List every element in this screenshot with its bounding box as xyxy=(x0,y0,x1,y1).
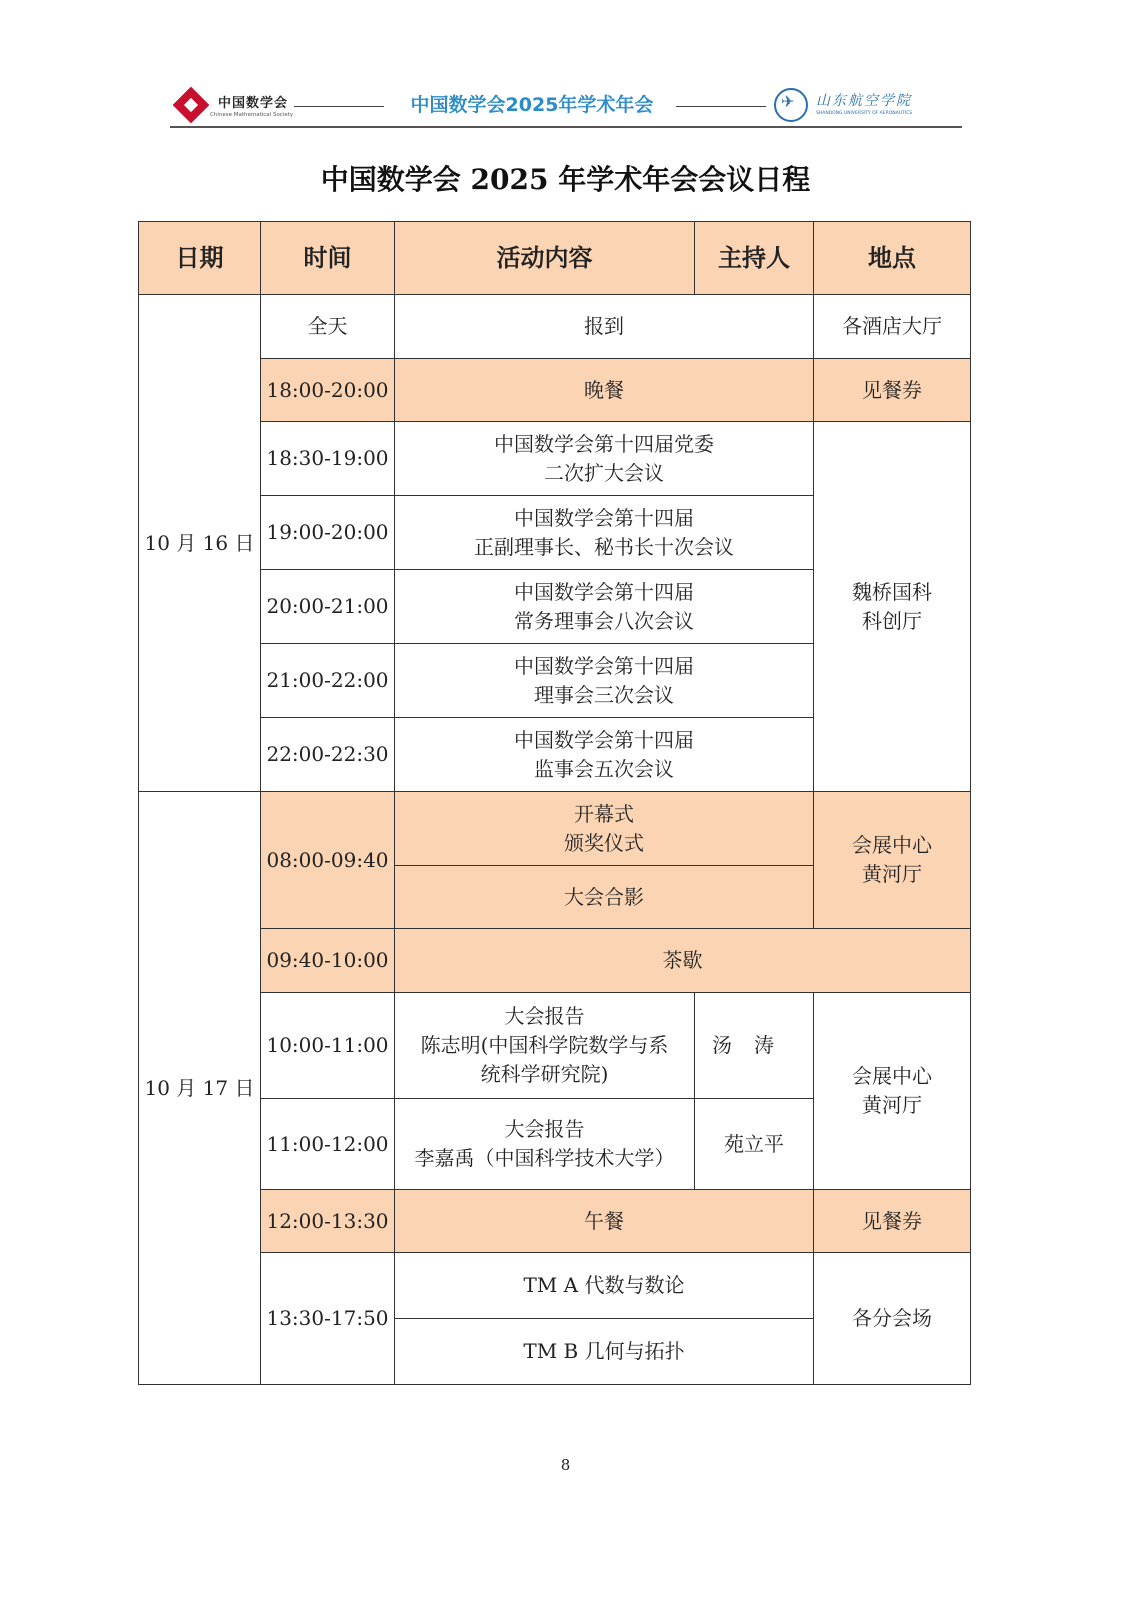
host-cell: 汤涛 xyxy=(695,993,814,1099)
header-rule xyxy=(170,126,962,128)
time-cell: 08:00-09:40 xyxy=(261,792,395,929)
activity-cell xyxy=(395,1099,695,1190)
location-cell: 各分会场 xyxy=(814,1253,971,1385)
location-line: 科创厅 xyxy=(862,608,922,633)
activity-cell xyxy=(395,570,814,644)
location-line: 魏桥国科 xyxy=(852,579,932,604)
university-logo-en: SHANDONG UNIVERSITY OF AERONAUTICS xyxy=(816,111,913,116)
location-cell: 见餐券 xyxy=(814,359,971,422)
time-cell: 20:00-21:00 xyxy=(261,570,395,644)
activity-line: 开幕式 xyxy=(574,801,634,826)
col-header-time: 时间 xyxy=(261,222,395,295)
activity-cell: 晚餐 xyxy=(395,359,814,422)
activity-cell xyxy=(395,993,695,1099)
time-cell: 18:30-19:00 xyxy=(261,422,395,496)
activity-line: 陈志明(中国科学院数学与系 xyxy=(420,1033,669,1057)
activity-cell: 午餐 xyxy=(395,1190,814,1253)
location-line: 黄河厅 xyxy=(862,1093,922,1117)
col-header-location: 地点 xyxy=(814,222,971,295)
host-cell: 苑立平 xyxy=(695,1099,814,1190)
location-cell: 各酒店大厅 xyxy=(814,295,971,359)
page-number: 8 xyxy=(560,1456,571,1474)
activity-line: 颁奖仪式 xyxy=(564,830,644,855)
location-cell xyxy=(814,993,971,1190)
university-logo-cn: 山东航空学院 xyxy=(816,93,912,109)
location-line: 黄河厅 xyxy=(862,862,922,886)
activity-line: 中国数学会第十四届 xyxy=(514,579,694,604)
location-cell xyxy=(814,792,971,929)
activity-cell xyxy=(395,422,814,496)
location-line: 会展中心 xyxy=(852,833,932,857)
activity-line: 中国数学会第十四届 xyxy=(514,653,694,678)
activity-cell: TM A 代数与数论 xyxy=(395,1253,814,1319)
table-row xyxy=(139,1253,971,1319)
schedule-table xyxy=(138,221,971,1385)
activity-line: 大会报告 xyxy=(504,1117,585,1141)
activity-cell xyxy=(395,792,814,866)
activity-line: 二次扩大会议 xyxy=(544,460,664,485)
time-cell: 11:00-12:00 xyxy=(261,1099,395,1190)
cms-logo-cn: 中国数学会 xyxy=(218,96,289,111)
table-row xyxy=(139,422,971,496)
activity-line: 李嘉禹（中国科学技术大学） xyxy=(414,1146,675,1170)
time-cell: 全天 xyxy=(261,295,395,359)
table-row xyxy=(139,993,971,1099)
university-logo xyxy=(770,82,940,126)
activity-line: 统科学研究院) xyxy=(480,1062,609,1086)
activity-line: 监事会五次会议 xyxy=(534,756,674,781)
table-row xyxy=(139,792,971,866)
time-cell: 10:00-11:00 xyxy=(261,993,395,1099)
table-row xyxy=(139,1190,971,1253)
table-row xyxy=(139,929,971,993)
activity-cell: 大会合影 xyxy=(395,866,814,929)
location-line: 会展中心 xyxy=(852,1064,932,1088)
location-cell xyxy=(814,422,971,792)
date-cell: 10 月 17 日 xyxy=(139,792,261,1385)
time-cell: 09:40-10:00 xyxy=(261,929,395,993)
cms-logo xyxy=(170,86,300,126)
activity-cell: 报到 xyxy=(395,295,814,359)
location-cell: 见餐券 xyxy=(814,1190,971,1253)
header-line-right xyxy=(676,106,766,107)
table-header-row xyxy=(139,222,971,295)
plane-icon: ✈ xyxy=(781,92,795,111)
table-row xyxy=(139,295,971,359)
time-cell: 19:00-20:00 xyxy=(261,496,395,570)
activity-cell: TM B 几何与拓扑 xyxy=(395,1319,814,1385)
activity-line: 中国数学会第十四届 xyxy=(514,505,694,530)
cms-logo-en: Chinese Mathematical Society xyxy=(210,112,294,118)
activity-line: 理事会三次会议 xyxy=(534,682,674,707)
activity-line: 中国数学会第十四届 xyxy=(514,727,694,752)
page-header xyxy=(170,82,960,128)
time-cell: 22:00-22:30 xyxy=(261,718,395,792)
activity-line: 正副理事长、秘书长十次会议 xyxy=(474,534,734,559)
table-row xyxy=(139,359,971,422)
col-header-host: 主持人 xyxy=(695,222,814,295)
header-line-left xyxy=(294,106,384,107)
time-cell: 12:00-13:30 xyxy=(261,1190,395,1253)
activity-line: 中国数学会第十四届党委 xyxy=(494,431,714,456)
activity-line: 大会报告 xyxy=(504,1004,585,1028)
page-title: 中国数学会 2025 年学术年会会议日程 xyxy=(320,163,811,196)
col-header-activity: 活动内容 xyxy=(395,222,695,295)
activity-line: 常务理事会八次会议 xyxy=(514,608,694,633)
time-cell: 18:00-20:00 xyxy=(261,359,395,422)
activity-cell xyxy=(395,718,814,792)
activity-cell xyxy=(395,496,814,570)
col-header-date: 日期 xyxy=(139,222,261,295)
conference-name: 中国数学会2025年学术年会 xyxy=(410,94,654,116)
time-cell: 21:00-22:00 xyxy=(261,644,395,718)
date-cell: 10 月 16 日 xyxy=(139,295,261,792)
activity-cell: 茶歇 xyxy=(395,929,971,993)
activity-cell xyxy=(395,644,814,718)
time-cell: 13:30-17:50 xyxy=(261,1253,395,1385)
